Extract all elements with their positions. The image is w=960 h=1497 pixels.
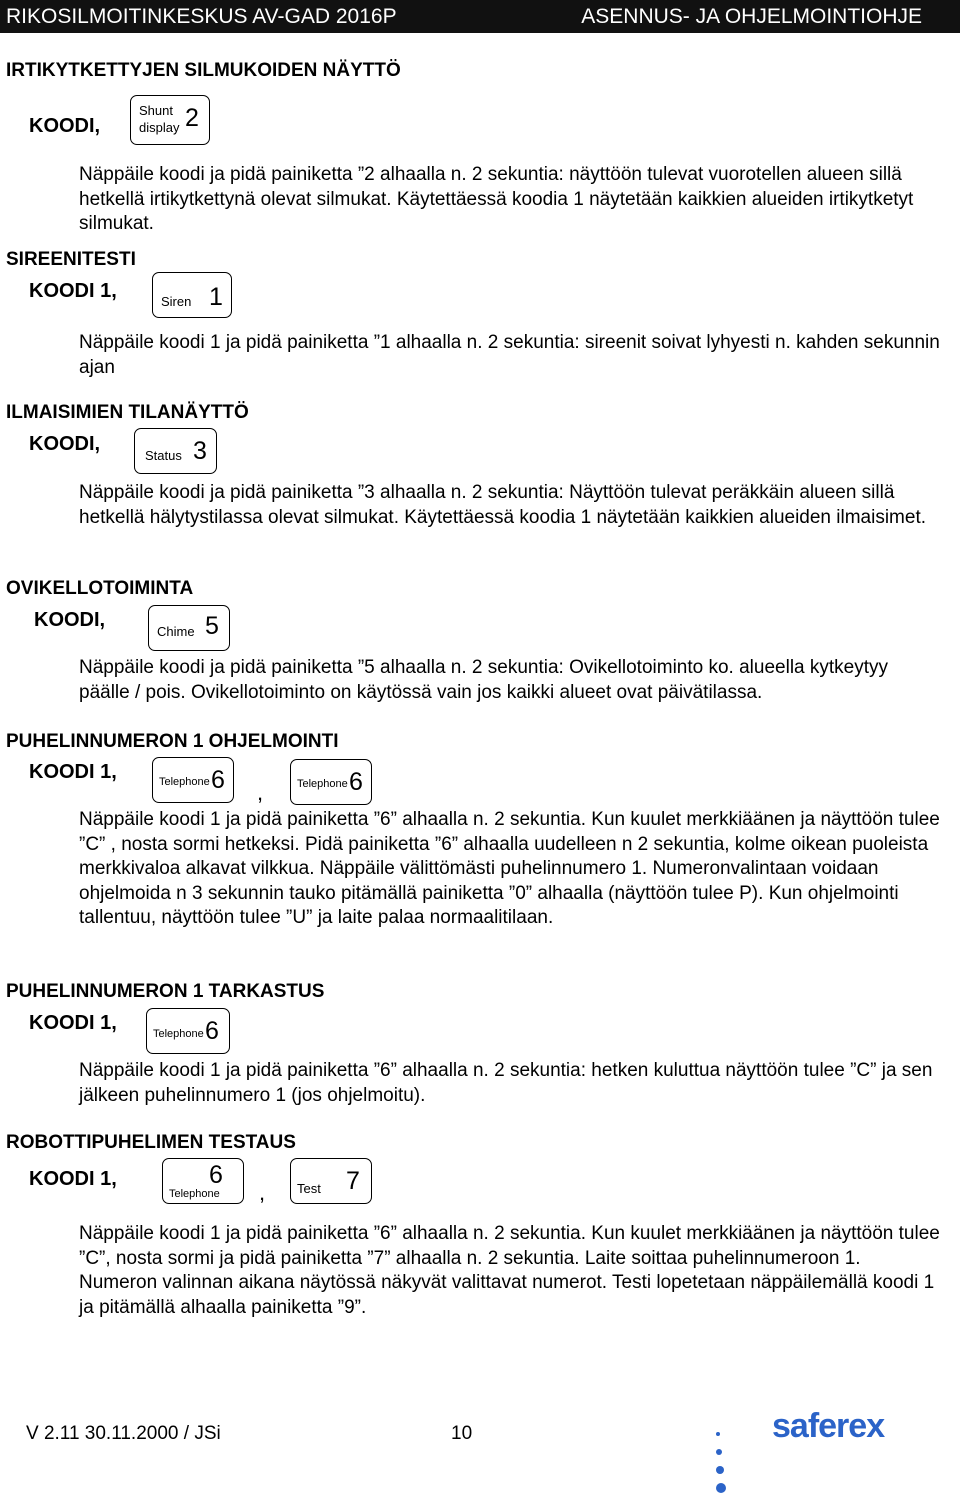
section-heading: PUHELINNUMERON 1 TARKASTUS bbox=[6, 981, 325, 1002]
key-separator: , bbox=[257, 780, 264, 805]
section-heading: IRTIKYTKETTYJEN SILMUKOIDEN NÄYTTÖ bbox=[6, 60, 401, 81]
key-label: Chime bbox=[157, 624, 195, 639]
section-heading: PUHELINNUMERON 1 OHJELMOINTI bbox=[6, 731, 339, 752]
code-label: KOODI 1, bbox=[29, 280, 117, 302]
section-description: Näppäile koodi 1 ja pidä painiketta ”6” alhaalla n. 2 sekuntia. Kun kuulet merkkiäänen ja näyttöön tulee ”C”, nosta sormi ja pidä painiketta ”7” alhaalla n. 2 sekuntia. Laite soittaa puhelinnumeroon 1. Numeron valinnan aikana näytössä näkyvät valittavat numerot. Testi lopetetaan näppäilemällä koodi 1 ja pitämällä alhaalla painiketta ”9”. bbox=[79, 1223, 940, 1318]
key-number: 6 bbox=[209, 1161, 223, 1189]
key-label: Shunt bbox=[139, 103, 173, 118]
telephone-key bbox=[152, 757, 234, 803]
code-label: KOODI, bbox=[29, 433, 101, 455]
key-number: 6 bbox=[211, 766, 225, 794]
key-label: Siren bbox=[161, 294, 192, 309]
siren-key bbox=[152, 272, 232, 318]
header-title-left: RIKOSILMOITINKESKUS AV-GAD 2016P bbox=[6, 5, 397, 28]
key-label: Telephone bbox=[169, 1188, 220, 1200]
code-label: KOODI, bbox=[34, 609, 106, 631]
key-label: Test bbox=[297, 1181, 321, 1196]
telephone-key bbox=[146, 1008, 230, 1054]
section-description: Näppäile koodi 1 ja pidä painiketta ”6” alhaalla n. 2 sekuntia. Kun kuulet merkkiäänen ja näyttöön tulee ”C” , nosta sormi hetkeksi. Pidä painiketta ”6” alhaalla uudelleen n 2 sekuntia, kolme oikean puoleista merkkivaloa alkavat vilkkua. Näppäile välittömästi puhelinnumero 1. Numeronvalintaan voidaan ohjelmoida n 3 sekunnin tauko pitämällä painiketta ”0” alhaalla (näyttöön tulee P). Kun ohjelmointi tallentuu, näyttöön tulee ”U” ja laite palaa normaalitilaan. bbox=[79, 809, 940, 928]
key-number: 1 bbox=[209, 283, 223, 311]
logo-wordmark: saferex bbox=[772, 1407, 885, 1445]
key-label: Telephone bbox=[153, 1028, 204, 1040]
shunt-display-key bbox=[130, 95, 210, 145]
key-separator: , bbox=[259, 1180, 266, 1205]
key-label: Status bbox=[145, 448, 182, 463]
footer-version: V 2.11 30.11.2000 / JSi bbox=[26, 1423, 221, 1444]
key-number: 2 bbox=[185, 104, 199, 132]
code-label: KOODI, bbox=[29, 115, 101, 137]
section-description: Näppäile koodi 1 ja pidä painiketta ”6” alhaalla n. 2 sekuntia: hetken kuluttua näyttöön tulee ”C” ja sen jälkeen puhelinnumero 1 (jos ohjelmoitu). bbox=[79, 1060, 933, 1106]
telephone-key bbox=[290, 759, 372, 805]
key-number: 6 bbox=[205, 1017, 219, 1045]
key-number: 7 bbox=[346, 1167, 360, 1195]
key-label: Telephone bbox=[297, 778, 348, 790]
code-label: KOODI 1, bbox=[29, 1168, 117, 1190]
section-description: Näppäile koodi 1 ja pidä painiketta ”1 alhaalla n. 2 sekuntia: sireenit soivat lyhyesti n. kahden sekunnin ajan bbox=[79, 332, 940, 378]
section-heading: SIREENITESTI bbox=[6, 249, 136, 270]
logo-dots bbox=[716, 1425, 729, 1497]
section-heading: OVIKELLOTOIMINTA bbox=[6, 578, 194, 599]
telephone-key bbox=[162, 1158, 244, 1204]
key-label: Telephone bbox=[159, 776, 210, 788]
status-key bbox=[134, 428, 217, 474]
section-description: Näppäile koodi ja pidä painiketta ”2 alhaalla n. 2 sekuntia: näyttöön tulevat vuorotellen alueen sillä hetkellä irtikytkettynä olevat silmukat. Käytettäessä koodia 1 näytetään kaikkien alueiden irtikytketyt silmukat. bbox=[79, 164, 914, 234]
key-number: 3 bbox=[193, 437, 207, 465]
key-label: display bbox=[139, 120, 180, 135]
test-key bbox=[290, 1158, 372, 1204]
key-number: 6 bbox=[349, 768, 363, 796]
section-description: Näppäile koodi ja pidä painiketta ”3 alhaalla n. 2 sekuntia: Näyttöön tulevat peräkkäin alueen sillä hetkellä hälytystilassa olevat silmukat. Käytettäessä koodia 1 näytetään kaikkien alueiden ilmaisimet. bbox=[79, 482, 927, 528]
section-heading: ROBOTTIPUHELIMEN TESTAUS bbox=[6, 1132, 296, 1153]
section-description: Näppäile koodi ja pidä painiketta ”5 alhaalla n. 2 sekuntia: Ovikellotoiminto ko. alueella kytkeytyy päälle / pois. Ovikellotoiminto on käytössä vain jos kaikki alueet ovat päivätilassa. bbox=[79, 657, 889, 703]
page-number: 10 bbox=[451, 1423, 473, 1444]
page-header bbox=[0, 0, 960, 33]
header-title-right: ASENNUS- JA OHJELMOINTIOHJE bbox=[581, 5, 922, 28]
code-label: KOODI 1, bbox=[29, 1012, 117, 1034]
code-label: KOODI 1, bbox=[29, 761, 117, 783]
chime-key bbox=[148, 605, 230, 651]
key-number: 5 bbox=[205, 612, 219, 640]
section-heading: ILMAISIMIEN TILANÄYTTÖ bbox=[6, 402, 249, 423]
